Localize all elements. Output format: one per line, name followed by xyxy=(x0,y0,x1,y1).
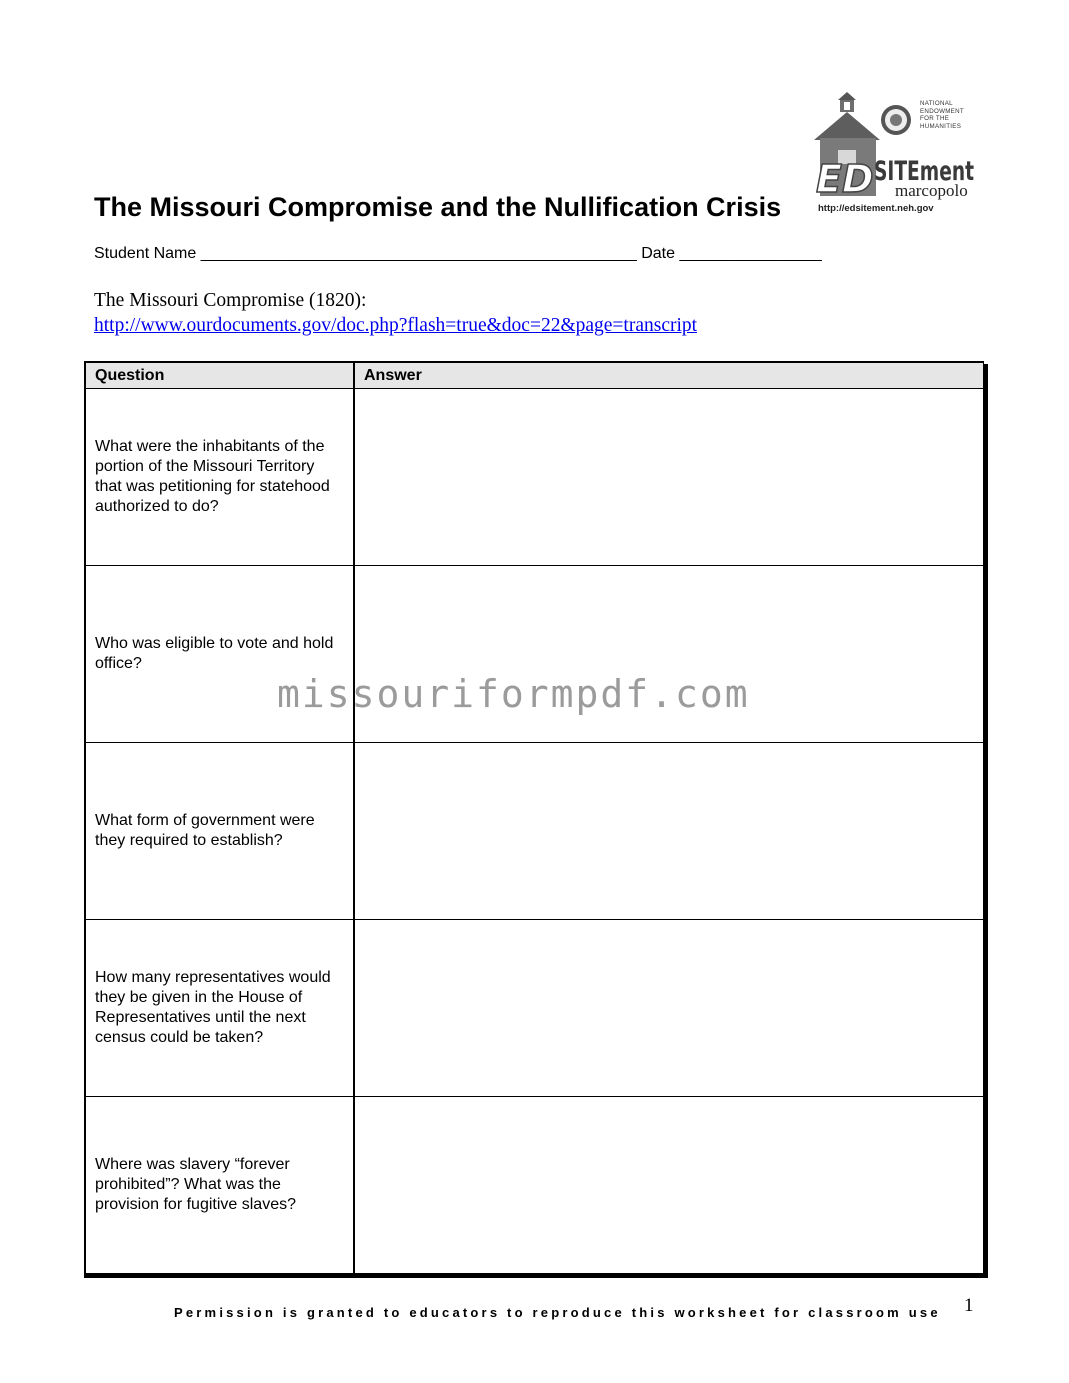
source-title: The Missouri Compromise (1820): xyxy=(94,290,367,311)
source-link[interactable]: http://www.ourdocuments.gov/doc.php?flash=true&doc=22&page=transcript xyxy=(94,315,698,336)
question-cell: Where was slavery “forever prohibited”? What was the provision for fugitive slaves? xyxy=(85,1097,354,1274)
question-cell: What were the inhabitants of the portion of the Missouri Territory that was petitioning for statehood authorized to do? xyxy=(85,389,354,566)
answer-cell[interactable] xyxy=(354,1097,983,1274)
table-row xyxy=(85,743,983,920)
logo-marcopolo: marcopolo xyxy=(895,181,968,200)
footer-permission: Permission is granted to educators to reproduce this worksheet for classroom use xyxy=(174,1305,941,1320)
logo-sitement-text: SITEment xyxy=(874,156,975,187)
question-cell: Who was eligible to vote and hold office? xyxy=(85,566,354,743)
page-title: The Missouri Compromise and the Nullification Crisis xyxy=(94,192,782,222)
answer-cell[interactable] xyxy=(354,920,983,1097)
edsitement-logo xyxy=(812,92,977,218)
page-number: 1 xyxy=(964,1295,974,1316)
answer-cell[interactable] xyxy=(354,389,983,566)
question-cell: How many representatives would they be given in the House of Representatives until the next census could be taken? xyxy=(85,920,354,1097)
watermark: missouriformpdf.com xyxy=(277,672,750,716)
question-answer-table xyxy=(84,361,984,1274)
question-cell: What form of government were they required to establish? xyxy=(85,743,354,920)
question-table-container xyxy=(84,361,988,1278)
header-question: Question xyxy=(85,362,354,389)
answer-cell[interactable] xyxy=(354,743,983,920)
table-row xyxy=(85,389,983,566)
logo-ed-text: ED xyxy=(816,157,874,201)
table-row xyxy=(85,920,983,1097)
table-header-row xyxy=(85,362,983,389)
header-answer: Answer xyxy=(354,362,983,389)
logo-url: http://edsitement.neh.gov xyxy=(818,203,934,214)
neh-name: NATIONAL ENDOWMENT FOR THE HUMANITIES xyxy=(920,100,964,130)
student-name-date-line[interactable]: Student Name _________________________________________________ Date ________________ xyxy=(94,245,822,262)
table-row xyxy=(85,1097,983,1274)
